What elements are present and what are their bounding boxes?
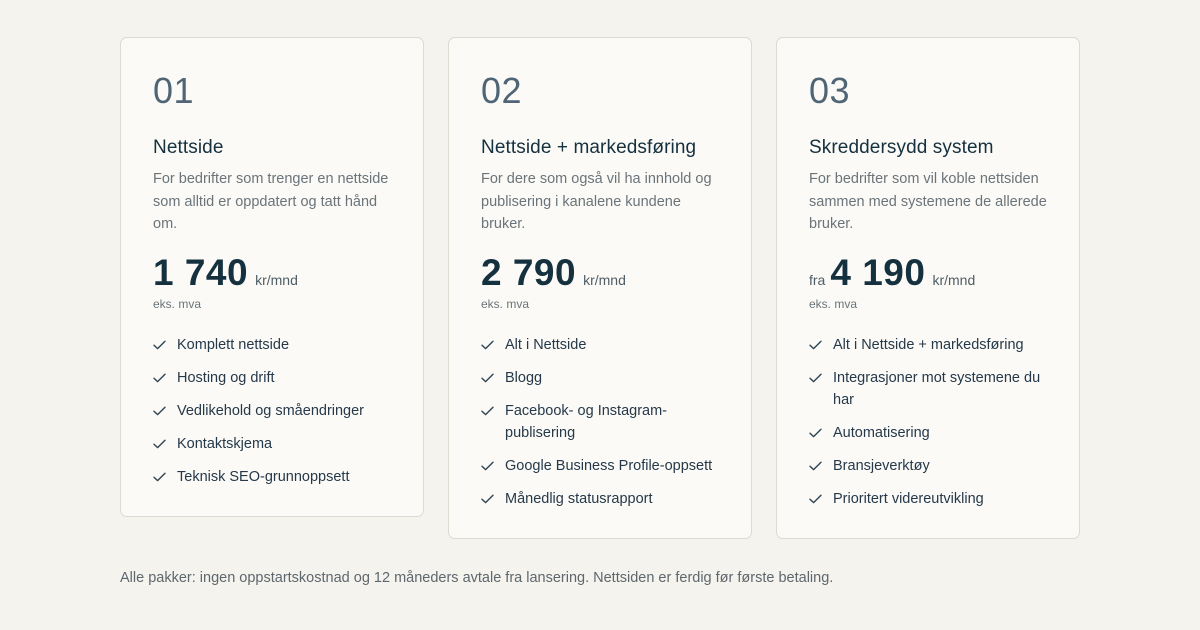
- feature-item: [153, 334, 391, 356]
- price-unit: kr/mnd: [583, 271, 626, 288]
- price-unit: kr/mnd: [932, 271, 976, 288]
- feature-label: Automatisering: [833, 424, 930, 441]
- vat-note: eks. mva: [481, 296, 530, 311]
- check-icon: [153, 433, 167, 455]
- card-number: 03: [809, 70, 851, 111]
- check-icon: [481, 455, 495, 477]
- card-title: Nettside: [153, 137, 224, 158]
- vat-note: eks. mva: [153, 296, 202, 311]
- check-icon: [153, 367, 167, 389]
- check-icon: [481, 488, 495, 510]
- price-prefix: fra: [809, 271, 826, 288]
- feature-list: [153, 334, 391, 488]
- vat-note: eks. mva: [809, 296, 858, 311]
- check-icon: [809, 455, 823, 477]
- card-title: Nettside + markedsføring: [481, 137, 697, 158]
- feature-label: Blogg: [505, 369, 543, 386]
- card-title: Skreddersydd system: [809, 137, 994, 158]
- feature-item: [481, 334, 719, 356]
- feature-label: Hosting og drift: [177, 369, 275, 386]
- card-description: For dere som også vil ha innhold og publisering i kanalene kundene bruker.: [481, 171, 712, 232]
- card-number: 01: [153, 70, 195, 111]
- feature-label: Vedlikehold og småendringer: [177, 402, 365, 419]
- pricing-cards: [120, 37, 1080, 539]
- feature-item: [809, 334, 1047, 356]
- feature-label: Kontaktskjema: [177, 435, 273, 452]
- price-unit: kr/mnd: [255, 271, 298, 288]
- feature-item: [153, 433, 391, 455]
- feature-label: Prioritert videreutvikling: [833, 490, 984, 507]
- pricing-card: [776, 37, 1080, 539]
- feature-item: [481, 488, 719, 510]
- check-icon: [481, 334, 495, 356]
- feature-item: [481, 367, 719, 389]
- feature-item: [153, 400, 391, 422]
- check-icon: [809, 334, 823, 356]
- feature-label: Teknisk SEO-grunnoppsett: [177, 468, 350, 485]
- feature-label: Alt i Nettside: [505, 336, 587, 353]
- price-row: [481, 252, 719, 294]
- price-amount: 2 790: [481, 251, 577, 293]
- price-amount: 4 190: [830, 251, 926, 293]
- feature-label: Komplett nettside: [177, 336, 290, 353]
- feature-item: [809, 367, 1047, 411]
- check-icon: [481, 400, 495, 422]
- price-row: [809, 252, 1047, 294]
- feature-item: [481, 400, 719, 444]
- card-description: For bedrifter som vil koble nettsiden sammen med systemene de allerede bruker.: [809, 171, 1047, 232]
- check-icon: [153, 334, 167, 356]
- feature-label: Månedlig statusrapport: [505, 490, 653, 507]
- pricing-card: [120, 37, 424, 517]
- feature-list: [481, 334, 719, 510]
- feature-label: Google Business Profile-oppsett: [505, 457, 713, 474]
- pricing-footnote: Alle pakker: ingen oppstartskostnad og 12 måneders avtale fra lansering. Nettsiden er ferdig før første betaling.: [120, 570, 834, 586]
- card-description: For bedrifter som trenger en nettside som alltid er oppdatert og tatt hånd om.: [153, 171, 389, 232]
- feature-item: [153, 466, 391, 488]
- feature-item: [809, 488, 1047, 510]
- check-icon: [809, 422, 823, 444]
- feature-item: [809, 455, 1047, 477]
- check-icon: [153, 466, 167, 488]
- check-icon: [809, 367, 823, 389]
- feature-label: Alt i Nettside + markedsføring: [833, 336, 1024, 353]
- feature-label: Facebook- og Instagram-publisering: [505, 402, 667, 441]
- feature-label: Bransjeverktøy: [833, 457, 930, 474]
- check-icon: [153, 400, 167, 422]
- price-row: [153, 252, 391, 294]
- check-icon: [481, 367, 495, 389]
- card-number: 02: [481, 70, 523, 111]
- feature-list: [809, 334, 1047, 510]
- pricing-card: [448, 37, 752, 539]
- feature-item: [153, 367, 391, 389]
- feature-item: [481, 455, 719, 477]
- feature-item: [809, 422, 1047, 444]
- feature-label: Integrasjoner mot systemene du har: [833, 369, 1041, 408]
- price-amount: 1 740: [153, 251, 249, 293]
- check-icon: [809, 488, 823, 510]
